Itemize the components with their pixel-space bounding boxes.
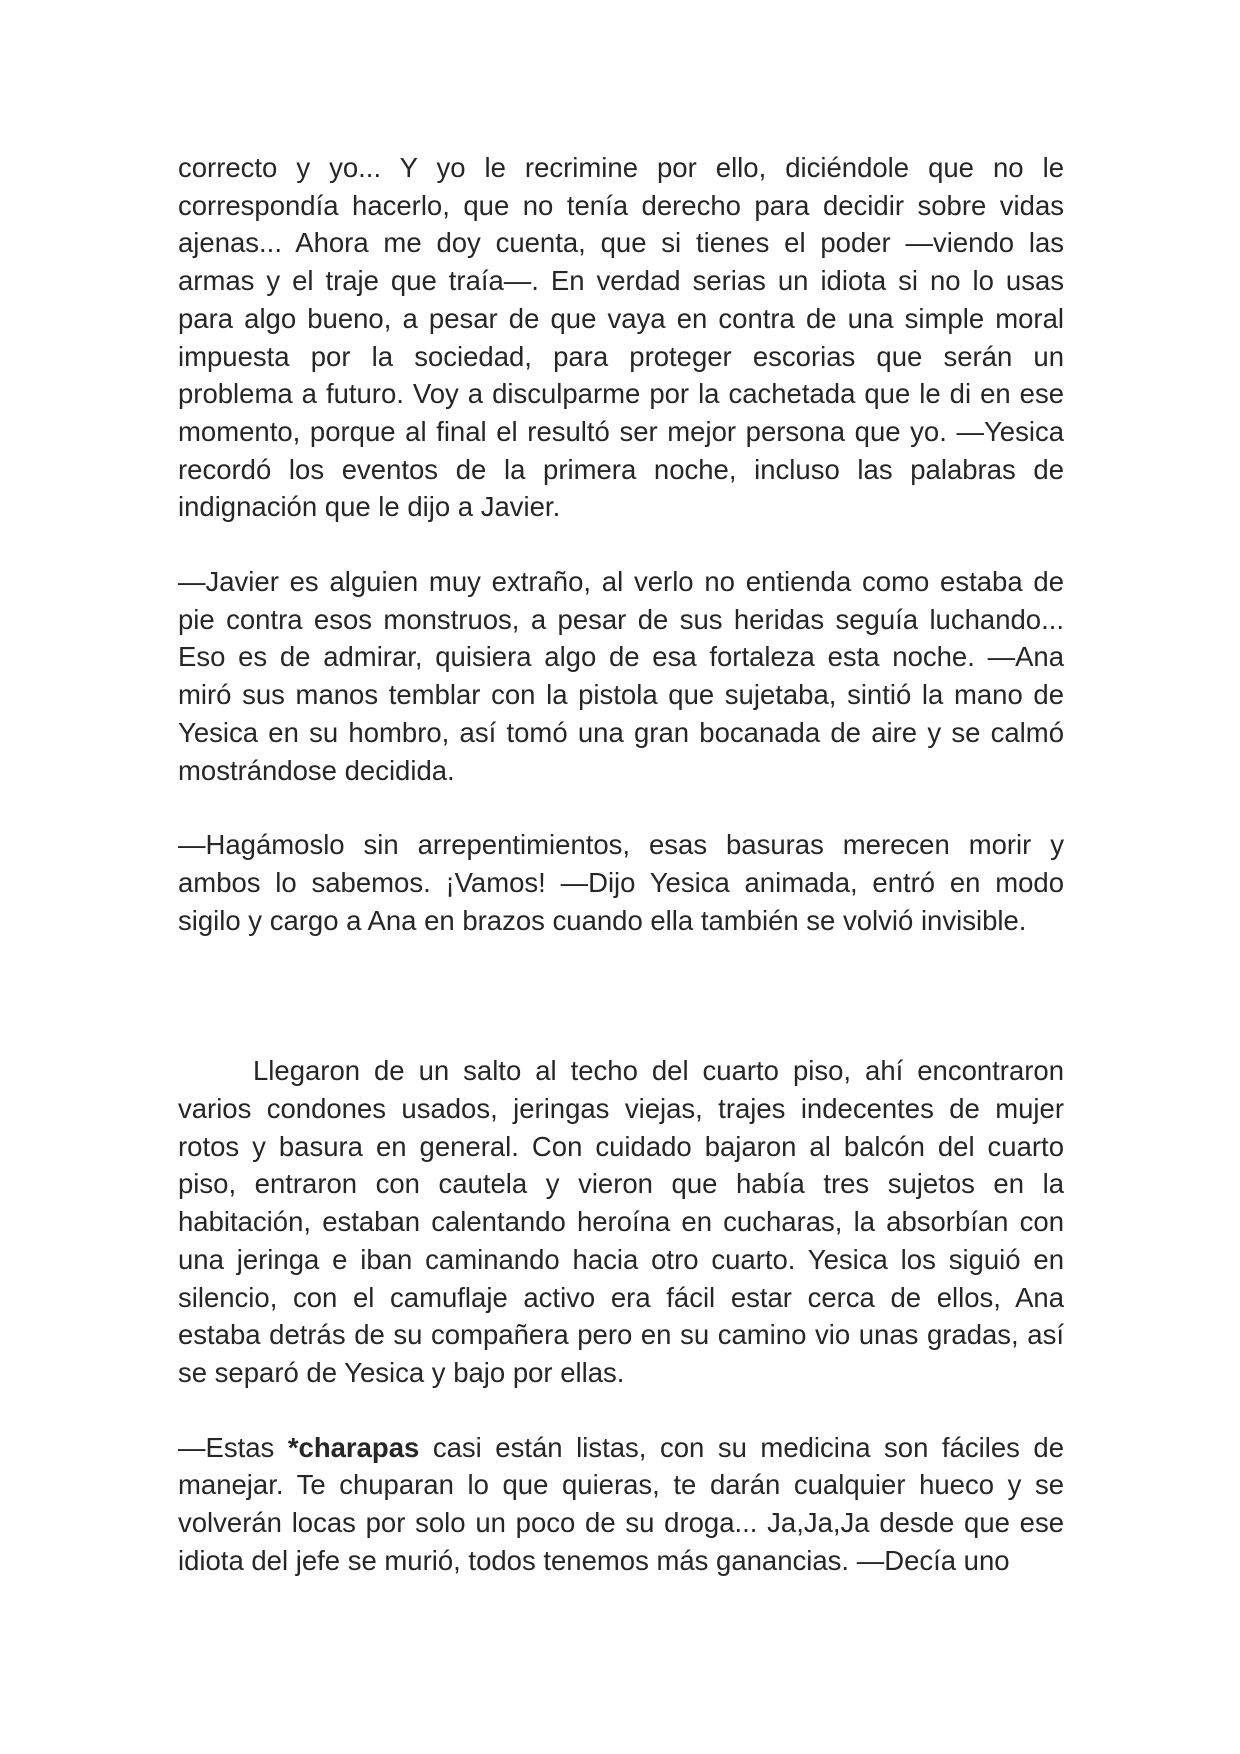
- document-page: [178, 149, 1064, 1580]
- section-break: [178, 939, 1064, 1052]
- paragraph-spacer: [178, 789, 1064, 826]
- paragraph-spacer: [178, 1392, 1064, 1429]
- paragraph-5-start: —Estas: [178, 1431, 288, 1463]
- paragraph-2: —Javier es alguien muy extraño, al verlo no entienda como estaba de pie contra esos monstruos, a pesar de sus heridas seguía luchando... Eso es de admirar, quisiera algo de esa fortaleza esta noche. —Ana miró sus manos temblar con la pistola que sujetaba, sintió la mano de Yesica en su hombro, así tomó una gran bocanada de aire y se calmó mostrándose decidida.: [178, 566, 1064, 786]
- bold-term: *charapas: [287, 1431, 420, 1463]
- paragraph-5: [178, 1429, 1064, 1580]
- paragraph-5-rest: casi están listas, con su medicina son fáciles de manejar. Te chuparan lo que quieras, te darán cualquier hueco y se volverán locas por solo un poco de su droga... Ja,Ja,Ja desde que ese idiota del jefe se murió, todos tenemos más ganancias. —Decía uno: [178, 1431, 1065, 1576]
- paragraph-spacer: [178, 526, 1064, 563]
- paragraph-1: correcto y yo... Y yo le recrimine por ello, diciéndole que no le correspondía hacerlo, que no tenía derecho para decidir sobre vidas ajenas... Ahora me doy cuenta, que si tienes el poder —viendo las armas y el traje que traía—. En verdad serias un idiota si no lo usas para algo bueno, a pesar de que vaya en contra de una simple moral impuesta por la sociedad, para proteger escorias que serán un problema a futuro. Voy a disculparme por la cachetada que le di en ese momento, porque al final el resultó ser mejor persona que yo. —Yesica recordó los eventos de la primera noche, incluso las palabras de indignación que le dijo a Javier.: [178, 152, 1064, 523]
- paragraph-3: —Hagámoslo sin arrepentimientos, esas basuras merecen morir y ambos lo sabemos. ¡Vamos! —Dijo Yesica animada, entró en modo sigilo y cargo a Ana en brazos cuando ella también se volvió invisible.: [178, 829, 1064, 936]
- paragraph-4: Llegaron de un salto al techo del cuarto piso, ahí encontraron varios condones usados, jeringas viejas, trajes indecentes de mujer rotos y basura en general. Con cuidado bajaron al balcón del cuarto piso, entraron con cautela y vieron que había tres sujetos en la habitación, estaban calentando heroína en cucharas, la absorbían con una jeringa e iban caminando hacia otro cuarto. Yesica los siguió en silencio, con el camuflaje activo era fácil estar cerca de ellos, Ana estaba detrás de su compañera pero en su camino vio unas gradas, así se separó de Yesica y bajo por ellas.: [178, 1055, 1064, 1388]
